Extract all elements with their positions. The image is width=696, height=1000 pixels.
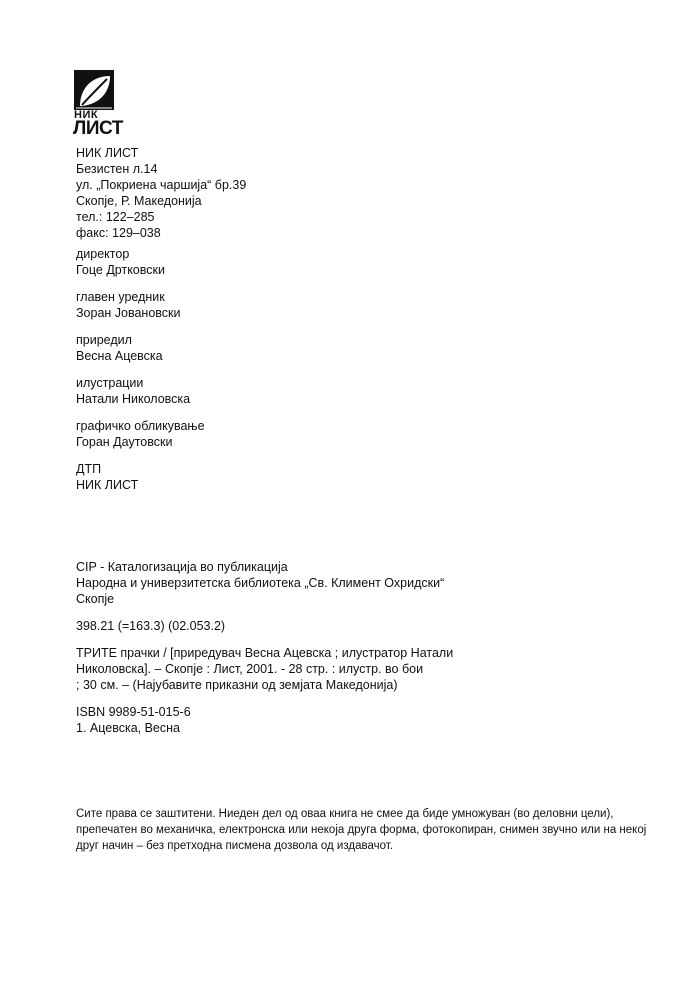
description-line: ТРИТЕ прачки / [приредувач Весна Ацевска ; илустратор Натали: [76, 646, 454, 660]
credit-editor: [76, 289, 181, 321]
publisher-address: [76, 145, 246, 241]
publisher-fax: факс: 129–038: [76, 226, 161, 240]
copyright-line: Сите права се заштитени. Ниеден дел од оваа книга не смее да биде умножуван (во деловни цели),: [76, 808, 614, 820]
cip-header: [76, 559, 444, 607]
credit-role: илустрации: [76, 376, 144, 390]
credit-name: Гоце Дртковски: [76, 263, 165, 277]
credit-name: Горан Даутовски: [76, 435, 173, 449]
credit-name: Натали Николовска: [76, 392, 191, 406]
author-entry: 1. Ацевска, Весна: [76, 721, 180, 735]
copyright-line: друг начин – без претходна писмена дозвола од издавачот.: [76, 840, 393, 852]
credit-director: [76, 246, 165, 278]
logo-text-nik: НИК: [74, 109, 99, 121]
credit-name: Весна Ацевска: [76, 349, 163, 363]
udc-number: 398.21 (=163.3) (02.053.2): [76, 619, 226, 633]
credit-name: Зоран Јовановски: [76, 306, 181, 320]
publisher-street: Безистен л.14: [76, 162, 158, 176]
copyright-line: препечатен во механичка, електронска или некоја друга форма, фотокопиран, снимен звучно или на некој: [76, 824, 647, 836]
cip-library: Народна и универзитетска библиотека „Св. Климент Охридски“: [76, 576, 445, 590]
isbn: ISBN 9989-51-015-6: [76, 705, 191, 719]
publisher-address-line: ул. „Покриена чаршија“ бр.39: [76, 178, 247, 192]
credit-role: приредил: [76, 333, 132, 347]
logo-text-list: ЛИСТ: [73, 118, 123, 139]
credit-role: ДТП: [76, 462, 102, 476]
credit-dtp: [76, 461, 138, 493]
publisher-phone: тел.: 122–285: [76, 210, 155, 224]
copyright-notice: [76, 806, 647, 854]
credit-compiler: [76, 332, 163, 364]
publisher-logo: [74, 70, 138, 138]
cip-udc: [76, 618, 225, 634]
description-line: Николовска]. – Скопје : Лист, 2001. - 28 стр. : илустр. во бои: [76, 662, 424, 676]
credit-design: [76, 418, 205, 450]
cip-city: Скопје: [76, 592, 115, 606]
description-line: ; 30 см. – (Најубавите приказни од земјата Македонија): [76, 678, 398, 692]
credit-role: главен уредник: [76, 290, 165, 304]
credit-role: графичко обликување: [76, 419, 205, 433]
cip-description: [76, 645, 453, 693]
credit-role: директор: [76, 247, 130, 261]
publisher-name: НИК ЛИСТ: [76, 146, 139, 160]
credit-illustrations: [76, 375, 190, 407]
credit-name: НИК ЛИСТ: [76, 478, 139, 492]
publisher-city: Скопје, Р. Македонија: [76, 194, 202, 208]
cip-heading: CIP - Каталогизација во публикација: [76, 560, 288, 574]
leaf-logo-icon: [74, 70, 114, 110]
cip-isbn-block: [76, 704, 191, 736]
